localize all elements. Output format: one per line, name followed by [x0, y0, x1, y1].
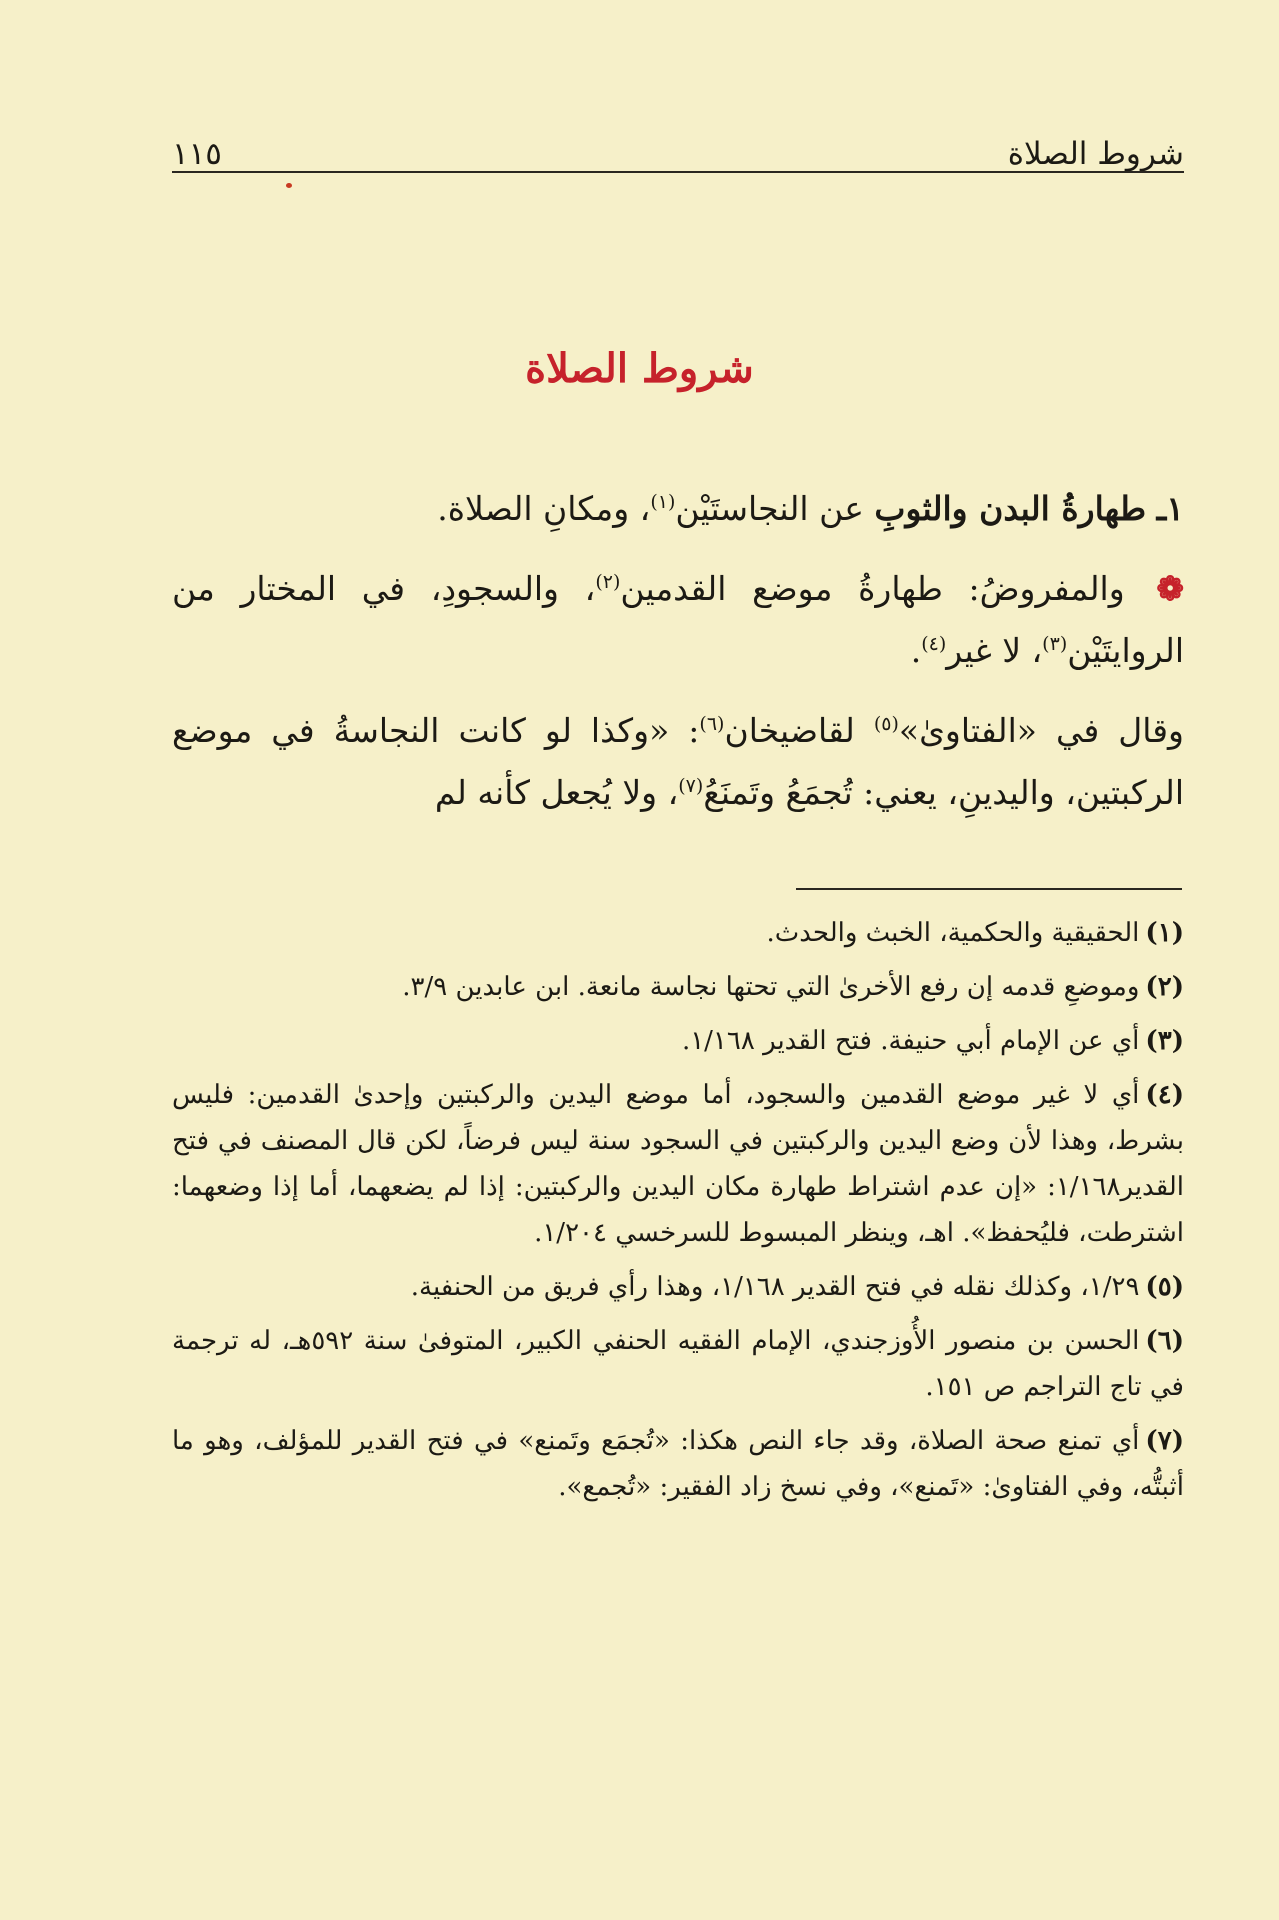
running-header	[172, 112, 1184, 172]
point-number: ١ـ	[1156, 489, 1184, 528]
paragraph-text: لقاضيخان	[724, 711, 874, 750]
ink-speck	[286, 183, 292, 188]
footnote-number: (٧)	[1145, 1426, 1184, 1456]
main-text	[172, 478, 1184, 842]
footnote-text: ١/٢٩، وكذلك نقله في فتح القدير ١/١٦٨، وهذا رأي فريق من الحنفية.	[410, 1272, 1140, 1302]
footnote-ref[interactable]: (٣)	[1042, 633, 1068, 655]
paragraph-text: .	[910, 631, 922, 670]
footnote-ref[interactable]: (٢)	[595, 571, 621, 593]
footnote-ref[interactable]: (٤)	[921, 633, 947, 655]
footnote-7	[172, 1418, 1184, 1510]
footnote-number: (١)	[1145, 918, 1184, 948]
footnote-ref[interactable]: (١)	[650, 491, 676, 513]
footnote-3	[172, 1018, 1184, 1064]
footnote-ref[interactable]: (٧)	[678, 775, 704, 797]
paragraph-text: : «وكذا لو كانت النجاسةُ في موضع الركبتين، واليدينِ، يعني: تُجمَعُ وتَمنَعُ	[172, 711, 1184, 812]
footnote-number: (٤)	[1145, 1080, 1184, 1110]
running-title: شروط الصلاة	[1007, 136, 1184, 172]
footnote-text: الحسن بن منصور الأُوزجندي، الإمام الفقيه الحنفي الكبير، المتوفىٰ سنة ٥٩٢هـ، له ترجمة في تاج التراجم ص ١٥١.	[172, 1326, 1184, 1402]
paragraph-text: ، لا غير	[946, 631, 1043, 670]
footnote-number: (٥)	[1145, 1272, 1184, 1302]
footnote-text: أي تمنع صحة الصلاة، وقد جاء النص هكذا: «تُجمَع وتَمنع» في فتح القدير للمؤلف، وهو ما أثبتُّه، وفي الفتاوىٰ: «تَمنع»، وفي نسخ زاد الفقير: «تُجمع».	[172, 1426, 1184, 1502]
star-ornament-icon: ❁	[1156, 569, 1184, 608]
paragraph-text: ، ولا يُجعل كأنه لم	[434, 773, 679, 812]
footnote-6	[172, 1318, 1184, 1410]
footnote-2	[172, 964, 1184, 1010]
paragraph-1	[172, 478, 1184, 540]
header-rule	[172, 171, 1184, 173]
footnote-4	[172, 1072, 1184, 1256]
paragraph-text: ، والسجودِ، في المختار من الروايتَيْن	[172, 569, 1184, 670]
footnote-number: (٦)	[1145, 1326, 1184, 1356]
page-number: ١١٥	[172, 136, 222, 172]
footnote-number: (٢)	[1145, 972, 1184, 1002]
footnote-ref[interactable]: (٦)	[699, 713, 725, 735]
footnote-text: وموضعِ قدمه إن رفع الأخرىٰ التي تحتها نجاسة مانعة. ابن عابدين ٣/٩.	[402, 972, 1140, 1002]
paragraph-3	[172, 700, 1184, 824]
paragraph-text: ، ومكانِ الصلاة.	[437, 489, 651, 528]
paragraph-text: عن النجاستَيْن	[675, 489, 875, 528]
paragraph-text: وقال في «الفتاوىٰ»	[898, 711, 1184, 750]
paragraph-text: والمفروضُ: طهارةُ موضع القدمين	[620, 569, 1125, 608]
footnote-ref[interactable]: (٥)	[873, 713, 899, 735]
chapter-title: شروط الصلاة	[525, 345, 754, 392]
footnote-text: الحقيقية والحكمية، الخبث والحدث.	[766, 918, 1140, 948]
footnotes	[172, 910, 1184, 1518]
point-lead: طهارةُ البدن والثوبِ	[874, 489, 1147, 528]
footnote-1	[172, 910, 1184, 956]
footnote-number: (٣)	[1145, 1026, 1184, 1056]
footnote-5	[172, 1264, 1184, 1310]
footnote-text: أي لا غير موضع القدمين والسجود، أما موضع اليدين والركبتين وإحدىٰ القدمين: فليس بشرط، وهذا لأن وضع اليدين والركبتين في السجود سنة ليس فرضاً، لكن قال المصنف في فتح القدير١/١٦٨: «إن عدم اشتراط طهارة مكان اليدين والركبتين: إذا لم يضعهما، أما إذا وضعهما: اشترطت، فليُحفظ». اهـ، وينظر المبسوط للسرخسي ١/٢٠٤.	[172, 1080, 1184, 1248]
footnote-text: أي عن الإمام أبي حنيفة. فتح القدير ١/١٦٨.	[681, 1026, 1140, 1056]
footnote-separator	[796, 888, 1182, 890]
paragraph-2	[172, 558, 1184, 682]
